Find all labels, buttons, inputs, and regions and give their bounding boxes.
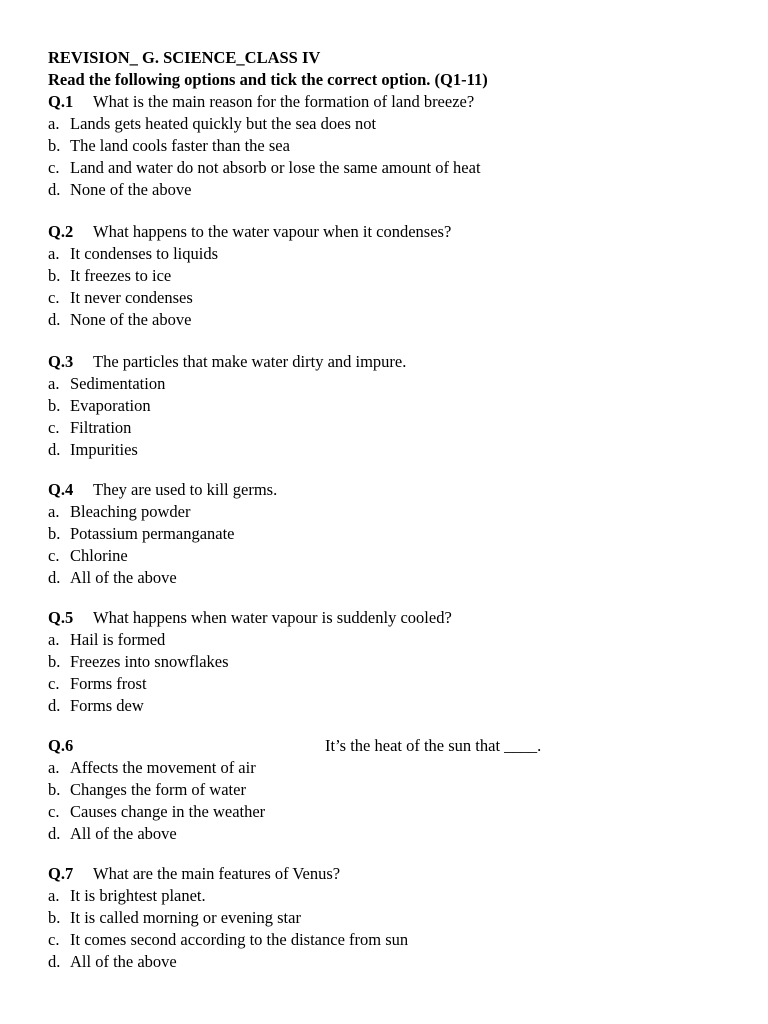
question-number: Q.1	[48, 92, 74, 111]
option-text: Causes change in the weather	[70, 802, 266, 821]
option-text: Hail is formed	[70, 630, 166, 649]
option-letter: d.	[48, 310, 61, 329]
option-list	[48, 885, 738, 973]
option-item[interactable]	[48, 779, 738, 801]
question-text: They are used to kill germs.	[93, 480, 278, 499]
option-letter: d.	[48, 440, 61, 459]
option-letter: a.	[48, 886, 60, 905]
option-letter: a.	[48, 502, 60, 521]
option-letter: d.	[48, 568, 61, 587]
question-header	[48, 607, 738, 629]
option-item[interactable]	[48, 287, 738, 309]
option-letter: a.	[48, 244, 60, 263]
option-text: Lands gets heated quickly but the sea does not	[70, 114, 377, 133]
option-letter: b.	[48, 780, 61, 799]
option-letter: c.	[48, 418, 60, 437]
option-letter: d.	[48, 952, 61, 971]
option-letter: d.	[48, 180, 61, 199]
option-list	[48, 113, 738, 201]
option-item[interactable]	[48, 757, 738, 779]
option-letter: b.	[48, 396, 61, 415]
option-text: All of the above	[70, 952, 177, 971]
option-letter: c.	[48, 674, 60, 693]
option-text: Chlorine	[70, 546, 128, 565]
option-text: Impurities	[70, 440, 138, 459]
option-letter: d.	[48, 696, 61, 715]
question-number: Q.3	[48, 352, 74, 371]
question-4	[48, 479, 738, 589]
option-item[interactable]	[48, 823, 738, 845]
option-text: All of the above	[70, 568, 177, 587]
option-text: It is called morning or evening star	[70, 908, 301, 927]
question-number: Q.4	[48, 480, 74, 499]
option-text: Affects the movement of air	[70, 758, 256, 777]
option-list	[48, 373, 738, 461]
question-6	[48, 735, 738, 845]
option-item[interactable]	[48, 929, 738, 951]
option-item[interactable]	[48, 265, 738, 287]
question-number: Q.7	[48, 864, 74, 883]
option-letter: b.	[48, 266, 61, 285]
option-letter: a.	[48, 114, 60, 133]
option-letter: c.	[48, 546, 60, 565]
option-letter: a.	[48, 374, 60, 393]
option-item[interactable]	[48, 439, 738, 461]
option-item[interactable]	[48, 907, 738, 929]
option-item[interactable]	[48, 179, 738, 201]
question-header	[48, 221, 738, 243]
question-text: What happens to the water vapour when it condenses?	[93, 222, 452, 241]
option-text: Bleaching powder	[70, 502, 191, 521]
option-letter: b.	[48, 524, 61, 543]
spacer	[48, 201, 738, 221]
option-text: The land cools faster than the sea	[70, 136, 290, 155]
worksheet-page	[48, 47, 738, 973]
option-item[interactable]	[48, 673, 738, 695]
option-letter: b.	[48, 908, 61, 927]
option-item[interactable]	[48, 309, 738, 331]
option-text: Changes the form of water	[70, 780, 246, 799]
question-header	[48, 479, 738, 501]
option-letter: c.	[48, 802, 60, 821]
option-item[interactable]	[48, 567, 738, 589]
spacer	[48, 589, 738, 607]
option-text: Sedimentation	[70, 374, 166, 393]
option-text: Freezes into snowflakes	[70, 652, 229, 671]
option-item[interactable]	[48, 501, 738, 523]
option-letter: b.	[48, 136, 61, 155]
option-item[interactable]	[48, 243, 738, 265]
option-item[interactable]	[48, 395, 738, 417]
option-item[interactable]	[48, 651, 738, 673]
question-3	[48, 351, 738, 461]
question-text: The particles that make water dirty and impure.	[93, 352, 407, 371]
option-item[interactable]	[48, 157, 738, 179]
question-number: Q.2	[48, 222, 74, 241]
option-item[interactable]	[48, 629, 738, 651]
spacer	[48, 845, 738, 863]
option-text: Filtration	[70, 418, 132, 437]
option-text: It never condenses	[70, 288, 193, 307]
option-item[interactable]	[48, 417, 738, 439]
option-letter: c.	[48, 930, 60, 949]
option-item[interactable]	[48, 545, 738, 567]
option-text: It comes second according to the distance from sun	[70, 930, 409, 949]
option-item[interactable]	[48, 113, 738, 135]
option-item[interactable]	[48, 885, 738, 907]
question-1	[48, 91, 738, 201]
option-text: Forms dew	[70, 696, 144, 715]
option-text: It freezes to ice	[70, 266, 172, 285]
page-title: REVISION_ G. SCIENCE_CLASS IV	[48, 48, 321, 67]
question-header	[48, 91, 738, 113]
spacer	[48, 717, 738, 735]
option-letter: a.	[48, 630, 60, 649]
option-text: Forms frost	[70, 674, 147, 693]
question-number: Q.5	[48, 608, 74, 627]
question-number: Q.6	[48, 736, 74, 755]
question-header	[48, 863, 738, 885]
question-text: What are the main features of Venus?	[93, 864, 341, 883]
option-letter: c.	[48, 158, 60, 177]
question-text: What is the main reason for the formation of land breeze?	[93, 92, 475, 111]
question-text: It’s the heat of the sun that ____.	[325, 736, 542, 755]
option-item[interactable]	[48, 373, 738, 395]
option-list	[48, 243, 738, 331]
option-letter: b.	[48, 652, 61, 671]
question-text: What happens when water vapour is suddenly cooled?	[93, 608, 452, 627]
option-text: It condenses to liquids	[70, 244, 219, 263]
option-text: Evaporation	[70, 396, 151, 415]
option-item[interactable]	[48, 801, 738, 823]
option-letter: c.	[48, 288, 60, 307]
option-list	[48, 501, 738, 589]
option-item[interactable]	[48, 135, 738, 157]
question-header	[48, 351, 738, 373]
spacer	[48, 461, 738, 479]
option-list	[48, 629, 738, 717]
option-text: None of the above	[70, 310, 192, 329]
option-text: It is brightest planet.	[70, 886, 206, 905]
option-list	[48, 757, 738, 845]
question-7	[48, 863, 738, 973]
question-5	[48, 607, 738, 717]
option-text: Land and water do not absorb or lose the same amount of heat	[70, 158, 481, 177]
option-letter: d.	[48, 824, 61, 843]
question-2	[48, 221, 738, 331]
option-item[interactable]	[48, 951, 738, 973]
option-text: Potassium permanganate	[70, 524, 235, 543]
option-text: None of the above	[70, 180, 192, 199]
spacer	[48, 331, 738, 351]
option-item[interactable]	[48, 695, 738, 717]
question-header	[48, 735, 738, 757]
option-text: All of the above	[70, 824, 177, 843]
instruction-text: Read the following options and tick the correct option. (Q1-11)	[48, 70, 488, 89]
option-item[interactable]	[48, 523, 738, 545]
option-letter: a.	[48, 758, 60, 777]
